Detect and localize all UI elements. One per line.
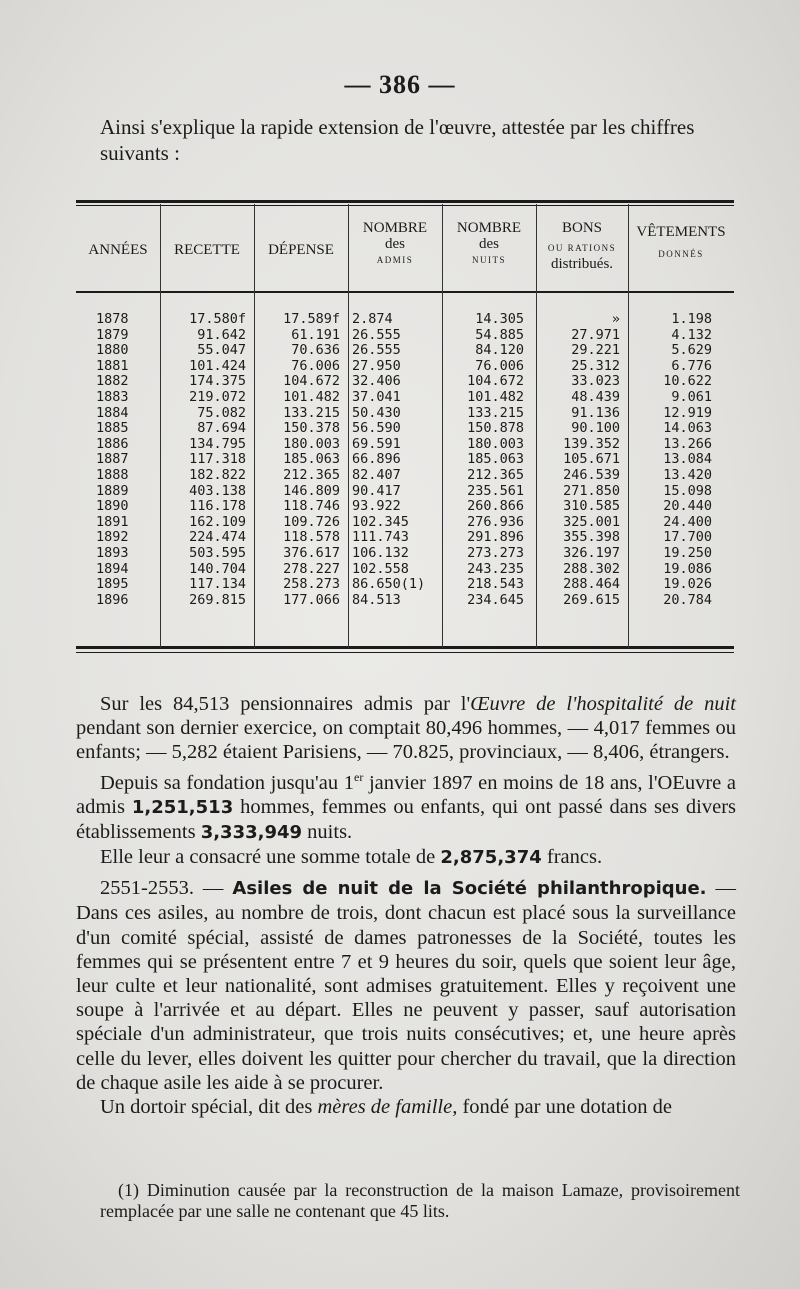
table-cell: 133.215 xyxy=(467,404,524,421)
table-cell: 26.555 xyxy=(352,326,401,343)
footnote: (1) Diminution causée par la reconstruction de la maison Lamaze, provisoirement remplacée par une salle ne contenant que 45 lits. xyxy=(100,1180,740,1221)
table-cell: 1892 xyxy=(96,529,129,546)
table-cell: 26.555 xyxy=(352,342,401,359)
table-cell: 1884 xyxy=(96,404,129,421)
table-cell: 91.136 xyxy=(571,404,620,421)
table-cell: 180.003 xyxy=(467,435,524,452)
header-depense: DÉPENSE xyxy=(268,242,334,258)
table-cell: 19.250 xyxy=(663,544,712,561)
table-cell: 185.063 xyxy=(467,451,524,468)
table-cell: 1891 xyxy=(96,513,129,530)
table-cell: 174.375 xyxy=(189,373,246,390)
table-cell: 33.023 xyxy=(571,373,620,390)
table-cell: 1888 xyxy=(96,466,129,483)
table-cell: 6.776 xyxy=(671,357,712,374)
table-cell: 48.439 xyxy=(571,388,620,405)
table-cell: 1895 xyxy=(96,576,129,593)
table-cell: 180.003 xyxy=(283,435,340,452)
table-cell: 69.591 xyxy=(352,435,401,452)
table-cell: 1889 xyxy=(96,482,129,499)
column-nombre-nuits xyxy=(450,312,524,608)
table-cell: 75.082 xyxy=(197,404,246,421)
table-cell: 235.561 xyxy=(467,482,524,499)
table-cell: 116.178 xyxy=(189,498,246,515)
table-cell: 10.622 xyxy=(663,373,712,390)
table-cell: 25.312 xyxy=(571,357,620,374)
header-nombre-nuits: NOMBRE des NUITS xyxy=(456,220,522,265)
header-vetements: VÊTEMENTS DONNÉS xyxy=(636,224,726,259)
table-cell: 117.134 xyxy=(189,576,246,593)
table-cell: 102.345 xyxy=(352,513,409,530)
table-cell: 276.936 xyxy=(467,513,524,530)
table-cell: 271.850 xyxy=(563,482,620,499)
table-cell: 273.273 xyxy=(467,544,524,561)
table-cell: 76.006 xyxy=(475,357,524,374)
table-cell: 218.543 xyxy=(467,576,524,593)
table-cell: 182.822 xyxy=(189,466,246,483)
table-cell: 5.629 xyxy=(671,342,712,359)
table-cell: 4.132 xyxy=(671,326,712,343)
body-text xyxy=(76,692,736,1119)
table-cell: 1885 xyxy=(96,420,129,437)
table-cell: 54.885 xyxy=(475,326,524,343)
paragraph-asiles: 2551-2553. — Asiles de nuit de la Société philanthropique. — Dans ces asiles, au nombre de trois, dont chacun est placé sous la surveillance d'un comité spécial, assisté de dames patronesses de la Société, toutes les femmes qui se présentent entre 7 et 9 heures du soir, quels que soient leur âge, leur culte et leur nationalité, sont admises gratuitement. Elles y reçoivent une soupe à l'arrivée et au départ. Elles ne peuvent y passer, sauf autorisation spéciale d'un administrateur, que trois nuits consécutives; et, une heure après celle du lever, elles doivent les quitter pour chercher du travail, que la direction de chaque asile les aide à se procurer. xyxy=(76,877,736,1094)
table-cell: 109.726 xyxy=(283,513,340,530)
table-cell: 104.672 xyxy=(467,373,524,390)
table-cell: 104.672 xyxy=(283,373,340,390)
table-cell: 118.746 xyxy=(283,498,340,515)
table-cell: 15.098 xyxy=(663,482,712,499)
table-cell: 61.191 xyxy=(291,326,340,343)
header-bons: BONS OU RATIONS distribués. xyxy=(547,220,617,272)
table-cell: 93.922 xyxy=(352,498,401,515)
paragraph-dortoir: Un dortoir spécial, dit des mères de famille, fondé par une dotation de xyxy=(100,1096,672,1119)
table-cell: 29.221 xyxy=(571,342,620,359)
table-cell: 19.086 xyxy=(663,560,712,577)
table-cell: 90.100 xyxy=(571,420,620,437)
header-recette: RECETTE xyxy=(174,242,240,258)
table-cell: 82.407 xyxy=(352,466,401,483)
column-divider xyxy=(254,204,255,648)
table-cell: 1896 xyxy=(96,591,129,608)
table-cell: 177.066 xyxy=(283,591,340,608)
table-cell: 24.400 xyxy=(663,513,712,530)
table-cell: 162.109 xyxy=(189,513,246,530)
table-cell: 139.352 xyxy=(563,435,620,452)
paragraph-somme: Elle leur a consacré une somme totale de 2,875,374 francs. xyxy=(100,846,603,869)
table-cell: 84.120 xyxy=(475,342,524,359)
column-vetements xyxy=(650,312,712,608)
table-cell: 185.063 xyxy=(283,451,340,468)
table-cell: 326.197 xyxy=(563,544,620,561)
table-cell: 32.406 xyxy=(352,373,401,390)
table-cell: 1886 xyxy=(96,435,129,452)
header-nombre-admis: NOMBRE des ADMIS xyxy=(362,220,428,265)
table-cell: » xyxy=(611,311,620,327)
table-cell: 224.474 xyxy=(189,529,246,546)
paragraph-fondation: Depuis sa fondation jusqu'au 1er janvier 1897 en moins de 18 ans, l'OEuvre a admis 1,251,513 hommes, femmes ou enfants, qui ont passé dans ses divers établissements 3,333,949 nuits. xyxy=(76,769,737,843)
table-cell: 1887 xyxy=(96,451,129,468)
table-cell: 17.580f xyxy=(189,311,246,327)
paragraph-pensionnaires: Sur les 84,513 pensionnaires admis par l'Œuvre de l'hospitalité de nuit pendant son dernier exercice, on comptait 80,496 hommes, — 4,017 femmes ou enfants; — 5,282 étaient Parisiens, — 70.825, provinciaux, — 8,406, étrangers. xyxy=(76,693,736,764)
table-cell: 150.878 xyxy=(467,420,524,437)
table-cell: 13.266 xyxy=(663,435,712,452)
table-cell: 1890 xyxy=(96,498,129,515)
table-cell: 246.539 xyxy=(563,466,620,483)
table-cell: 258.273 xyxy=(283,576,340,593)
table-cell: 1883 xyxy=(96,388,129,405)
table-cell: 101.482 xyxy=(467,388,524,405)
table-cell: 355.398 xyxy=(563,529,620,546)
table-cell: 310.585 xyxy=(563,498,620,515)
table-cell: 17.589f xyxy=(283,311,340,327)
table-cell: 9.061 xyxy=(671,388,712,405)
table-cell: 56.590 xyxy=(352,420,401,437)
table-cell: 219.072 xyxy=(189,388,246,405)
table-cell: 1880 xyxy=(96,342,129,359)
table-cell: 269.815 xyxy=(189,591,246,608)
table-cell: 140.704 xyxy=(189,560,246,577)
table-cell: 27.950 xyxy=(352,357,401,374)
table-cell: 234.645 xyxy=(467,591,524,608)
table-cell: 86.650(1) xyxy=(352,576,426,593)
table-cell: 20.784 xyxy=(663,591,712,608)
table-cell: 66.896 xyxy=(352,451,401,468)
table-cell: 20.440 xyxy=(663,498,712,515)
column-divider xyxy=(160,204,161,648)
table-cell: 288.302 xyxy=(563,560,620,577)
table-top-rule xyxy=(76,200,734,203)
table-cell: 90.417 xyxy=(352,482,401,499)
table-cell: 117.318 xyxy=(189,451,246,468)
table-cell: 2.874 xyxy=(352,311,393,327)
table-cell: 101.482 xyxy=(283,388,340,405)
table-cell: 291.896 xyxy=(467,529,524,546)
table-cell: 1882 xyxy=(96,373,129,390)
table-cell: 37.041 xyxy=(352,388,401,405)
table-cell: 325.001 xyxy=(563,513,620,530)
table-cell: 14.063 xyxy=(663,420,712,437)
table-cell: 260.866 xyxy=(467,498,524,515)
table-cell: 1894 xyxy=(96,560,129,577)
table-cell: 134.795 xyxy=(189,435,246,452)
table-cell: 503.595 xyxy=(189,544,246,561)
table-cell: 133.215 xyxy=(283,404,340,421)
table-bottom-rule-thin xyxy=(76,652,734,653)
column-divider xyxy=(348,204,349,648)
column-bons xyxy=(544,312,620,608)
column-divider xyxy=(628,204,629,648)
column-annees xyxy=(96,312,140,608)
table-bottom-rule xyxy=(76,646,734,649)
table-cell: 70.636 xyxy=(291,342,340,359)
table-cell: 146.809 xyxy=(283,482,340,499)
intro-text: Ainsi s'explique la rapide extension de l'œuvre, attestée par les chiffres suivants : xyxy=(100,115,695,165)
table-cell: 243.235 xyxy=(467,560,524,577)
table-cell: 278.227 xyxy=(283,560,340,577)
table-cell: 13.084 xyxy=(663,451,712,468)
table-cell: 91.642 xyxy=(197,326,246,343)
table-cell: 87.694 xyxy=(197,420,246,437)
table-cell: 12.919 xyxy=(663,404,712,421)
page-number: — 386 — xyxy=(344,70,456,99)
table-cell: 288.464 xyxy=(563,576,620,593)
table-cell: 13.420 xyxy=(663,466,712,483)
table-cell: 212.365 xyxy=(467,466,524,483)
column-depense xyxy=(266,312,340,608)
table-cell: 376.617 xyxy=(283,544,340,561)
table-cell: 14.305 xyxy=(475,311,524,327)
table-cell: 101.424 xyxy=(189,357,246,374)
table-cell: 55.047 xyxy=(197,342,246,359)
header-annees: ANNÉES xyxy=(88,242,148,258)
table-cell: 105.671 xyxy=(563,451,620,468)
table-top-rule-thin xyxy=(76,205,734,206)
table-cell: 17.700 xyxy=(663,529,712,546)
table-cell: 111.743 xyxy=(352,529,409,546)
table-cell: 50.430 xyxy=(352,404,401,421)
table-cell: 150.378 xyxy=(283,420,340,437)
table-cell: 19.026 xyxy=(663,576,712,593)
table-cell: 76.006 xyxy=(291,357,340,374)
table-cell: 1.198 xyxy=(671,311,712,327)
column-divider xyxy=(442,204,443,648)
table-cell: 27.971 xyxy=(571,326,620,343)
table-cell: 269.615 xyxy=(563,591,620,608)
table-cell: 84.513 xyxy=(352,591,401,608)
table-cell: 1893 xyxy=(96,544,129,561)
table-cell: 403.138 xyxy=(189,482,246,499)
table-cell: 106.132 xyxy=(352,544,409,561)
table-cell: 1879 xyxy=(96,326,129,343)
table-cell: 102.558 xyxy=(352,560,409,577)
table-cell: 1878 xyxy=(96,311,129,327)
table-cell: 1881 xyxy=(96,357,129,374)
table-cell: 212.365 xyxy=(283,466,340,483)
column-recette xyxy=(172,312,246,608)
table-cell: 118.578 xyxy=(283,529,340,546)
table-header-rule xyxy=(76,291,734,293)
column-nombre-admis xyxy=(352,312,434,608)
